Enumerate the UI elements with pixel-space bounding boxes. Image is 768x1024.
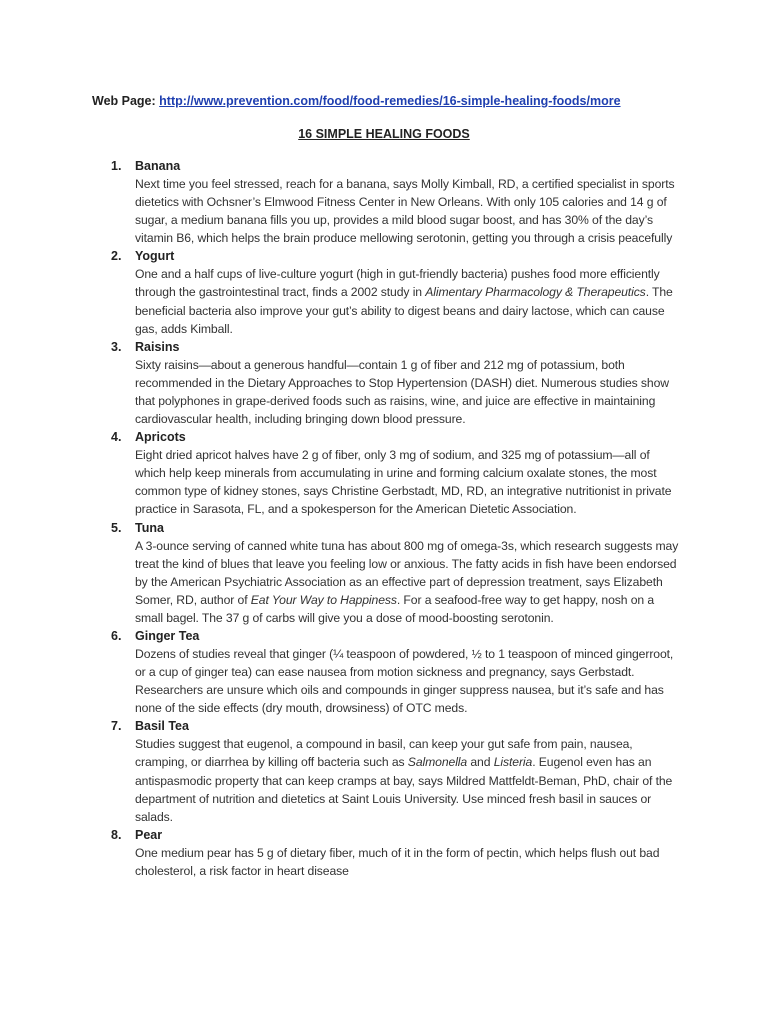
source-line [92, 94, 621, 108]
bacteria-name: Salmonella [407, 755, 468, 770]
journal-title: Alimentary Pharmacology & Therapeutics [425, 285, 646, 300]
item-number: 7. [111, 719, 122, 734]
item-description: Dozens of studies reveal that ginger (¼ teaspoon of powdered, ½ to 1 teaspoon of minced gingerroot, or a cup of ginger tea) can ease nausea from motion sickness and pregnancy, says Gerbstadt. Researchers are unsure which oils and compounds in ginger suppress nausea, but it’s safe and has none of the side effects (dry mouth, drowsiness) of OTC meds. [135, 646, 674, 716]
list-item-basil-tea [0, 717, 683, 825]
description-text: . The beneficial bacteria also improve your gut’s ability to digest beans and dairy lactose, which can cause gas, adds Kimball. [135, 285, 673, 336]
item-description: One medium pear has 5 g of dietary fiber, much of it in the form of pectin, which helps flush out bad cholesterol, a risk factor in heart disease [135, 845, 660, 878]
item-name: Basil Tea [135, 719, 189, 734]
item-number: 2. [111, 249, 122, 264]
description-text: Studies suggest that eugenol, a compound in basil, can keep your gut safe from pain, nausea, cramping, or diarrhea by killing off bacteria such as [135, 737, 633, 770]
item-number: 6. [111, 628, 122, 643]
item-number: 5. [111, 520, 122, 535]
item-description: Eight dried apricot halves have 2 g of fiber, only 3 mg of sodium, and 325 mg of potassium—all of which help keep minerals from accumulating in urine and forming calcium oxalate stones, the most common type of kidney stones, says Christine Gerbstadt, MD, RD, an integrative nutritionist in private practice in Sarasota, FL, and a spokesperson for the American Dietetic Association. [135, 448, 672, 517]
list-item-banana [0, 157, 683, 247]
item-name: Ginger Tea [135, 628, 200, 643]
bacteria-name: Listeria [493, 755, 533, 770]
item-description: Next time you feel stressed, reach for a banana, says Molly Kimball, RD, a certified specialist in sports dietetics with Ochsner’s Elmwood Fitness Center in New Orleans. With only 105 calories and 14 g of sugar, a medium banana fills you up, provides a mild blood sugar boost, and has 30% of the day’s vitamin B6, which helps the brain produce mellowing serotonin, getting you through a crisis peacefully [135, 177, 675, 246]
list-item-raisins [0, 338, 683, 428]
description-text: One and a half cups of live-culture yogurt (high in gut-friendly bacteria) pushes food more efficiently through the gastrointestinal tract, finds a 2002 study in [135, 267, 660, 300]
item-name: Yogurt [135, 249, 175, 264]
item-number: 8. [111, 827, 122, 842]
document-title: 16 SIMPLE HEALING FOODS [298, 127, 470, 141]
description-text: . Eugenol even has an antispasmodic property that can keep cramps at bay, says Mildred Mattfeldt-Beman, PhD, chair of the department of nutrition and dietetics at Saint Louis University. Use minced fresh basil in sauces or salads. [135, 755, 673, 824]
item-number: 3. [111, 339, 122, 354]
item-name: Tuna [135, 520, 164, 535]
book-title: Eat Your Way to Happiness [250, 592, 397, 607]
description-text: . For a seafood-free way to get happy, nosh on a small bagel. The 37 g of carbs will give you a dose of mood-boosting serotonin. [135, 592, 655, 625]
item-name: Apricots [135, 430, 186, 445]
list-item-ginger-tea [0, 627, 683, 717]
source-label: Web Page: [92, 94, 156, 108]
list-item-apricots [0, 428, 683, 518]
description-text: A 3-ounce serving of canned white tuna has about 800 mg of omega-3s, which research suggests may treat the kind of blues that leave you feeling low or anxious. The fatty acids in fish have been endorsed by the American Psychiatric Association as an effective part of depression treatment, says Elizabeth Somer, RD, author of [135, 538, 679, 607]
item-number: 1. [111, 159, 122, 173]
item-description: Sixty raisins—about a generous handful—contain 1 g of fiber and 212 mg of potassium, both recommended in the Dietary Approaches to Stop Hypertension (DASH) diet. Numerous studies show that polyphones in grape-derived foods such as raisins, wine, and juice are effective in maintaining cardiovascular health, including bringing down blood pressure. [135, 357, 669, 427]
item-description [135, 537, 683, 627]
food-list [0, 157, 768, 880]
source-link[interactable]: http://www.prevention.com/food/food-remedies/16-simple-healing-foods/more [159, 94, 621, 108]
list-item-yogurt [0, 247, 683, 337]
description-text: and [467, 755, 494, 770]
item-description [135, 265, 683, 337]
item-name: Pear [135, 827, 163, 842]
item-name: Raisins [135, 339, 180, 354]
item-name: Banana [135, 159, 181, 173]
list-item-tuna [0, 519, 683, 627]
item-description [135, 735, 683, 825]
list-item-pear [0, 826, 683, 880]
item-number: 4. [111, 430, 122, 445]
